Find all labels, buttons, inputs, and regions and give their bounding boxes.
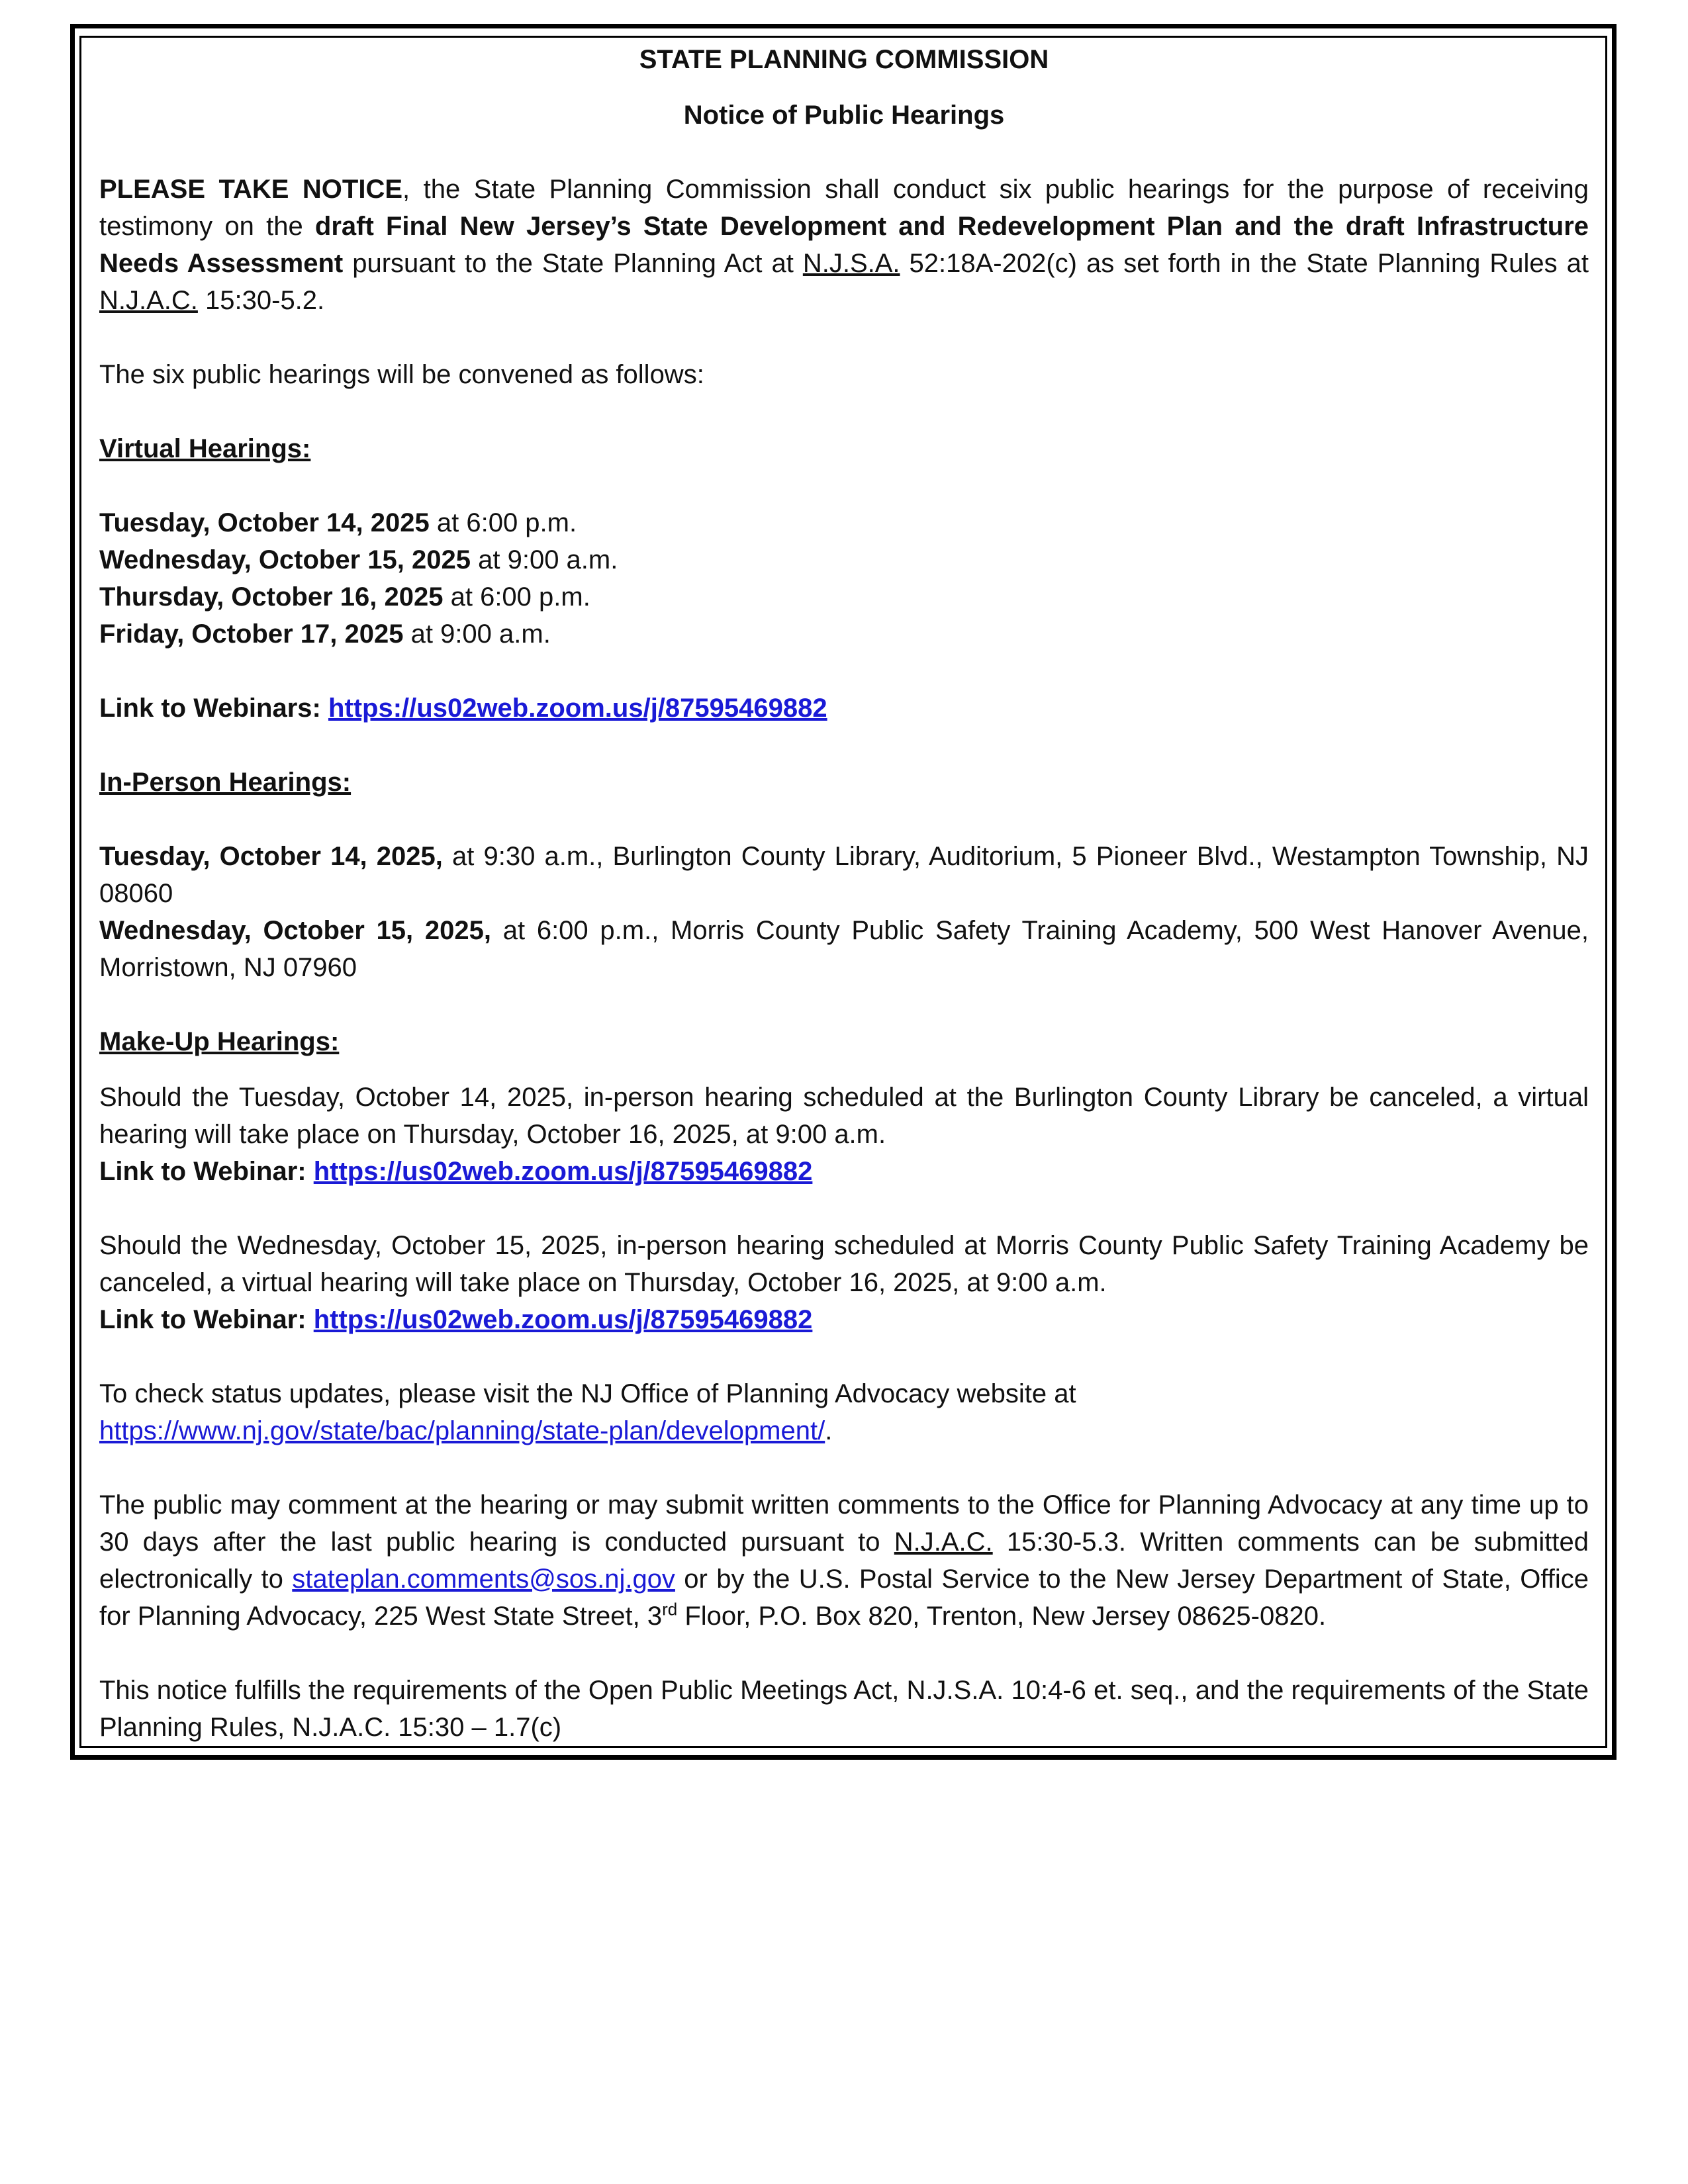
virtual-hearing-item: Thursday, October 16, 2025 at 6:00 p.m.	[99, 582, 590, 612]
inperson-hearing-item: Tuesday, October 14, 2025, at 9:30 a.m., Burlington County Library, Auditorium, 5 Pioneer Blvd., Westampton Township, NJ 08060	[99, 842, 1589, 908]
makeup-link-line: Link to Webinar: https://us02web.zoom.us/j/87595469882	[99, 1157, 813, 1186]
notice-body	[99, 41, 1589, 1746]
njsa-citation: N.J.S.A.	[802, 249, 900, 278]
fulfills-paragraph: This notice fulfills the requirements of the Open Public Meetings Act, N.J.S.A. 10:4-6 et. seq., and the requirements of the State Planning Rules, N.J.A.C. 15:30 – 1.7(c)	[99, 1676, 1589, 1742]
virtual-hearings-heading: Virtual Hearings:	[99, 434, 311, 463]
intro-paragraph: PLEASE TAKE NOTICE, the State Planning Commission shall conduct six public hearings for the purpose of receiving testimony on the draft Final New Jersey’s State Development and Redevelopment Plan and the draft Infrastructure Needs Assessment pursuant to the State Planning Act at N.J.S.A. 52:18A-202(c) as set forth in the State Planning Rules at N.J.A.C. 15:30-5.2.	[99, 175, 1589, 315]
inperson-hearings-heading: In-Person Hearings:	[99, 768, 352, 797]
njac-citation: N.J.A.C.	[99, 286, 198, 315]
virtual-hearing-item: Tuesday, October 14, 2025 at 6:00 p.m.	[99, 508, 577, 537]
status-text: To check status updates, please visit the NJ Office of Planning Advocacy website at	[99, 1379, 1076, 1408]
inperson-hearing-item: Wednesday, October 15, 2025, at 6:00 p.m., Morris County Public Safety Training Academy, 500 West Hanover Avenue, Morristown, NJ 07960	[99, 916, 1589, 982]
makeup-link-line: Link to Webinar: https://us02web.zoom.us/j/87595469882	[99, 1305, 813, 1334]
plan-title: draft Final New Jersey’s State Development and Redevelopment Plan and the draft Infrastructure Needs Assessment	[99, 212, 1589, 278]
status-link-line: https://www.nj.gov/state/bac/planning/state-plan/development/.	[99, 1416, 833, 1445]
webinars-link[interactable]: https://us02web.zoom.us/j/87595469882	[328, 694, 827, 723]
makeup-webinar-link[interactable]: https://us02web.zoom.us/j/87595469882	[313, 1157, 813, 1186]
virtual-hearing-item: Friday, October 17, 2025 at 9:00 a.m.	[99, 619, 551, 649]
makeup-webinar-link[interactable]: https://us02web.zoom.us/j/87595469882	[313, 1305, 813, 1334]
comments-email-link[interactable]: stateplan.comments@sos.nj.gov	[292, 1565, 675, 1594]
makeup-hearing-item: Should the Tuesday, October 14, 2025, in-person hearing scheduled at the Burlington County Library be canceled, a virtual hearing will take place on Thursday, October 16, 2025, at 9:00 a.m.	[99, 1083, 1589, 1149]
virtual-hearing-item: Wednesday, October 15, 2025 at 9:00 a.m.	[99, 545, 618, 574]
convened-text: The six public hearings will be convened as follows:	[99, 360, 704, 389]
comments-paragraph: The public may comment at the hearing or may submit written comments to the Office for Planning Advocacy at any time up to 30 days after the last public hearing is conducted pursuant to N.J.A.C. 15:30-5.3. Written comments can be submitted electronically to stateplan.comments@sos.nj.gov or by the U.S. Postal Service to the New Jersey Department of State, Office for Planning Advocacy, 225 West State Street, 3rd Floor, P.O. Box 820, Trenton, New Jersey 08625-0820.	[99, 1490, 1589, 1631]
webinars-link-line: Link to Webinars: https://us02web.zoom.us/j/87595469882	[99, 694, 827, 723]
planning-website-link[interactable]: https://www.nj.gov/state/bac/planning/state-plan/development/	[99, 1416, 825, 1445]
page-subtitle: Notice of Public Hearings	[683, 101, 1005, 130]
page-title: STATE PLANNING COMMISSION	[639, 45, 1049, 74]
notice-lead: PLEASE TAKE NOTICE	[99, 175, 403, 204]
makeup-hearing-item: Should the Wednesday, October 15, 2025, in-person hearing scheduled at Morris County Public Safety Training Academy be canceled, a virtual hearing will take place on Thursday, October 16, 2025, at 9:00 a.m.	[99, 1231, 1589, 1297]
njac-citation: N.J.A.C.	[894, 1527, 993, 1557]
makeup-hearings-heading: Make-Up Hearings:	[99, 1027, 340, 1056]
